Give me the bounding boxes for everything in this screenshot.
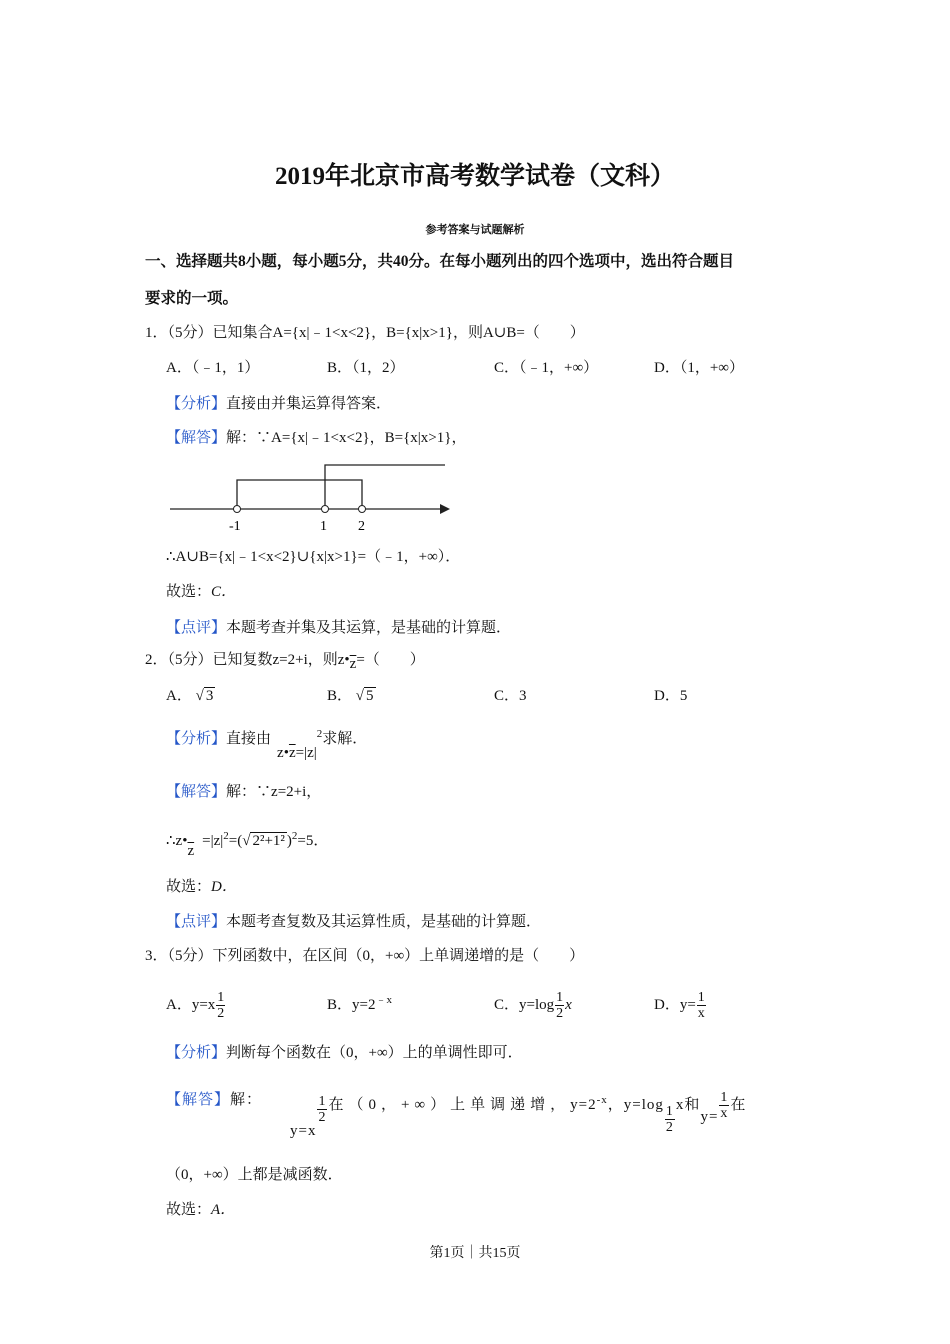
q2-option-c [494,686,527,706]
option-text: D．y= [654,996,696,1013]
denominator: x [697,1006,705,1021]
formula-part: y= [700,1109,719,1125]
analysis-label: 【分析】 [166,1045,227,1061]
analysis-text: 直接由 [226,731,272,747]
numerator: 1 [318,1094,327,1110]
formula-part: =5． [297,833,329,849]
stem-text: =（ ） [356,652,425,668]
option-text: B．y=2 [327,997,376,1013]
comment-label: 【点评】 [166,620,227,636]
exponent: 2 [291,830,298,842]
formula-part: x和 [675,1097,701,1113]
radicand: 5 [366,688,374,704]
q2-option-d [654,686,687,706]
q3-option-d [654,990,707,1021]
q3-option-b [327,990,392,1015]
formula-part: =|z| [202,833,224,849]
option-text: A．y=x [166,996,216,1013]
option-letter: D． [654,688,680,704]
q1-solution [166,428,466,448]
conjugate-z: $\overline{z}$ [288,745,296,761]
q2-stem [145,650,425,670]
axis-label: 1 [320,519,327,534]
page-footer: 第1页｜共15页 [429,1246,521,1261]
analysis-text: 判断每个函数在（0，+∞）上的单调性即可． [226,1045,523,1061]
q2-comment [166,912,541,932]
choose-label: 故选： [166,1202,212,1218]
solution-text: ∵z=2+i， [256,784,322,800]
solve-label: 解： [230,1092,263,1108]
solution-label: 【解答】 [166,784,227,800]
solution-label: 【解答】 [166,430,227,446]
analysis-text: 直接由并集运算得答案． [226,396,392,412]
q3-stem: 3．（5分）下列函数中，在区间（0，+∞）上单调递增的是（ ） [145,948,585,964]
radicand: 3 [205,688,214,704]
numerator: 1 [217,990,225,1005]
formula-part: z• [277,745,289,761]
denominator: 2 [556,1006,564,1021]
numerator: 1 [556,990,564,1005]
q2-option-a: A． √ 3 [166,688,214,704]
axis-label: 2 [358,519,365,534]
numerator: 1 [697,990,705,1005]
q3-option-a [166,990,226,1021]
option-value: 5 [679,688,688,704]
q1-comment [166,618,511,638]
numerator: 1 [720,1090,729,1106]
option-letter: C． [494,688,520,704]
solution-label: 【解答】 [166,1092,231,1108]
option-text: x [565,996,572,1013]
q3-answer [166,1200,235,1220]
q2-option-b: B． √ 5 [327,688,374,704]
exponent: ﹣x [375,994,392,1006]
solution-formula-a [290,1090,747,1139]
radicand: 2²+1² [252,833,285,849]
denominator: 2 [318,1110,327,1126]
q3-analysis [166,1043,523,1063]
formula-part: y=log [623,1097,664,1113]
formula-part: =|z| [295,745,317,761]
q3-solution [166,1090,747,1139]
axis-label: -1 [229,519,241,534]
formula-part: y=x [290,1123,317,1139]
q2-analysis [166,724,368,761]
stem-text: 2．（5分）已知复数z=2+i，则z• [145,652,350,668]
solve-label: 解： [226,784,257,800]
q2-calculation: $\therefore z•\overline{z}=|z|^2=(√$ 2²+1² )$^2$=5． [166,830,329,859]
formula-part: ∴z• [166,833,188,849]
number-line-diagram [165,458,455,538]
option-value: 3 [519,688,527,704]
q1-stem: 1．（5分）已知集合A={x|﹣1<x<2}，B={x|x>1}，则A∪B=（ ） [145,325,585,341]
q1-option-b: B．（1，2） [327,360,405,376]
exponent: 2 [316,728,323,740]
analysis-text: 求解． [322,731,368,747]
conjugate-z: $\overline{z}$ [187,843,195,859]
q1-option-d: D．（1，+∞） [654,360,744,376]
denominator: 2 [217,1006,225,1021]
q3-solution-cont: （0，+∞）上都是减函数． [166,1167,343,1183]
q2-answer [166,877,237,897]
q1-conclusion: ∴A∪B={x|﹣1<x<2}∪{x|x>1}=（﹣1，+∞）． [166,549,461,565]
answer: A． [211,1202,236,1218]
option-text: C．y=log [494,996,555,1013]
exponent: -x [596,1094,608,1106]
formula-part: =( [228,833,243,849]
option-letter: B． [327,688,353,704]
option-letter: A． [166,688,192,704]
denominator: 2 [665,1120,674,1136]
formula-part: y=2 [570,1097,597,1113]
q1-option-a: A．（﹣1，1） [166,360,260,376]
q1-analysis [166,394,391,414]
q3-option-c [494,990,572,1021]
formula [277,745,317,761]
numerator: 1 [665,1104,674,1120]
answer: C． [211,584,237,600]
solution-text: ， [607,1097,624,1113]
analysis-label: 【分析】 [166,396,227,412]
page-subtitle: 参考答案与试题解析 [425,224,525,236]
denominator: x [720,1106,729,1122]
comment-text: 本题考查并集及其运算，是基础的计算题． [226,620,512,636]
q2-solution [166,782,321,802]
solution-text: 在（0，+∞）上单调递增， [328,1097,571,1113]
solve-label: 解： [226,430,257,446]
comment-label: 【点评】 [166,914,227,930]
answer: D． [211,879,237,895]
q1-option-c: C．（﹣1，+∞） [494,360,599,376]
exponent: 2 [223,830,229,842]
solution-text: 在 [730,1097,747,1113]
formula-part: ) [286,833,292,849]
section-heading: 一、选择题共8小题，每小题5分，共40分。在每小题列出的四个选项中，选出符合题目 [145,253,735,270]
comment-text: 本题考查复数及其运算性质，是基础的计算题． [226,914,542,930]
q1-answer [166,582,236,602]
analysis-label: 【分析】 [166,731,227,747]
conjugate-z: $\overline{z}$ [349,656,357,672]
section-heading-cont: 要求的一项。 [145,290,239,307]
solution-text: ∵A={x|﹣1<x<2}，B={x|x>1}， [256,430,467,446]
page-title: 2019年北京市高考数学试卷（文科） [274,163,675,190]
choose-label: 故选： [166,584,212,600]
choose-label: 故选： [166,879,212,895]
